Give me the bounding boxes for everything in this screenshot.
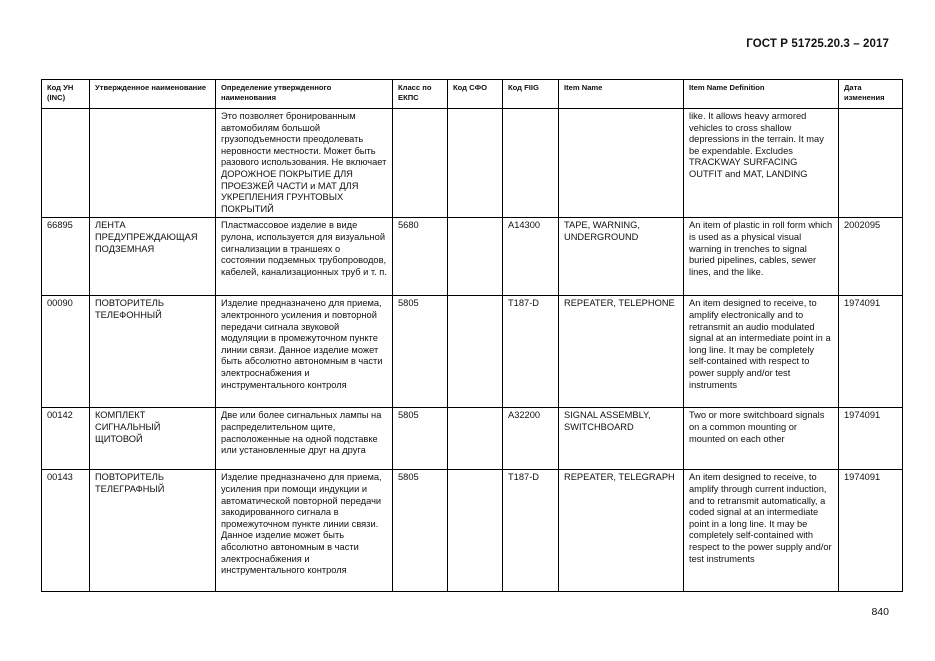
cell-ekps-class: 5680 <box>393 218 448 296</box>
cell-sfo-code <box>448 109 503 218</box>
cell-sfo-code <box>448 296 503 408</box>
cell-item-name: REPEATER, TELEGRAPH <box>559 470 684 592</box>
cell-fiig-code: T187-D <box>503 470 559 592</box>
table-header-row <box>42 80 903 109</box>
table-row <box>42 218 903 296</box>
cell-change-date: 1974091 <box>839 296 903 408</box>
cell-fiig-code: T187-D <box>503 296 559 408</box>
cell-definition: Две или более сигнальных лампы на распределительном щите, расположенные на одной подставке или установленные друг на друга <box>216 408 393 470</box>
cell-item-name: TAPE, WARNING, UNDERGROUND <box>559 218 684 296</box>
cell-approved-name: ПОВТОРИТЕЛЬ ТЕЛЕФОННЫЙ <box>90 296 216 408</box>
cell-definition: Изделие предназначено для приема, усиления при помощи индукции и автоматической повторной передачи закодированного сигнала в промежуточном пункте линии связи. Данное изделие может быть абсолютно автономным в части электроснабжения и инструментального контроля <box>216 470 393 592</box>
table-row <box>42 408 903 470</box>
page-number: 840 <box>871 606 889 618</box>
col-header-ekps-class: Класс по ЕКПС <box>393 80 448 109</box>
cell-fiig-code: A14300 <box>503 218 559 296</box>
cell-ekps-class: 5805 <box>393 470 448 592</box>
cell-inc <box>42 109 90 218</box>
cell-approved-name: ЛЕНТА ПРЕДУПРЕЖДАЮЩАЯ ПОДЗЕМНАЯ <box>90 218 216 296</box>
document-header: ГОСТ Р 51725.20.3 – 2017 <box>746 38 889 50</box>
cell-approved-name <box>90 109 216 218</box>
table-row <box>42 470 903 592</box>
cell-ekps-class <box>393 109 448 218</box>
cell-change-date: 1974091 <box>839 470 903 592</box>
col-header-change-date: Дата изменения <box>839 80 903 109</box>
col-header-inc: Код УН (INC) <box>42 80 90 109</box>
cell-item-name-definition: Two or more switchboard signals on a common mounting or mounted on each other <box>684 408 839 470</box>
cell-item-name-definition: An item designed to receive, to amplify through current induction, and to retransmit automatically, a coded signal at an intermediate point in a long line. It may be completely self-contained with respect to the power supply and/or test instruments <box>684 470 839 592</box>
cell-change-date: 2002095 <box>839 218 903 296</box>
cell-item-name: SIGNAL ASSEMBLY, SWITCHBOARD <box>559 408 684 470</box>
cell-inc: 66895 <box>42 218 90 296</box>
cell-item-name-definition: An item designed to receive, to amplify electronically and to retransmit an audio modulated signal at an intermediate point in a long line. It may be completely self-contained with respect to power supply and/or test instruments <box>684 296 839 408</box>
table-row <box>42 109 903 218</box>
cell-item-name <box>559 109 684 218</box>
table-row <box>42 296 903 408</box>
cell-fiig-code <box>503 109 559 218</box>
cell-item-name-definition: like. It allows heavy armored vehicles to cross shallow depressions in the terrain. It may be expendable. Excludes TRACKWAY SURFACING OUTFIT and MAT, LANDING <box>684 109 839 218</box>
cell-inc: 00143 <box>42 470 90 592</box>
cell-sfo-code <box>448 408 503 470</box>
col-header-definition: Определение утвержденного наименования <box>216 80 393 109</box>
col-header-item-name-definition: Item Name Definition <box>684 80 839 109</box>
cell-change-date: 1974091 <box>839 408 903 470</box>
cell-inc: 00090 <box>42 296 90 408</box>
col-header-approved-name: Утвержденное наименование <box>90 80 216 109</box>
cell-sfo-code <box>448 470 503 592</box>
cell-sfo-code <box>448 218 503 296</box>
col-header-sfo-code: Код СФО <box>448 80 503 109</box>
cell-item-name: REPEATER, TELEPHONE <box>559 296 684 408</box>
cell-definition: Изделие предназначено для приема, электронного усиления и повторной передачи сигнала звуковой модуляции в промежуточном пункте линии связи. Данное изделие может быть абсолютно автономным в части электроснабжения и инструментального контроля <box>216 296 393 408</box>
cell-change-date <box>839 109 903 218</box>
cell-definition: Пластмассовое изделие в виде рулона, используется для визуальной сигнализации в траншеях о состоянии подземных трубопроводов, кабелей, канализационных труб и т. п. <box>216 218 393 296</box>
cell-definition: Это позволяет бронированным автомобилям большой грузоподъемности преодолевать неровности местности. Может быть разового использования. Не включает ДОРОЖНОЕ ПОКРЫТИЕ ДЛЯ ПРОЕЗЖЕЙ ЧАСТИ и МАТ ДЛЯ УКРЕПЛЕНИЯ ГРУНТОВЫХ ПОКРЫТИЙ <box>216 109 393 218</box>
cell-item-name-definition: An item of plastic in roll form which is used as a physical visual warning in trenches to signal buried pipelines, cables, sewer lines, and the like. <box>684 218 839 296</box>
cell-ekps-class: 5805 <box>393 296 448 408</box>
cell-approved-name: ПОВТОРИТЕЛЬ ТЕЛЕГРАФНЫЙ <box>90 470 216 592</box>
col-header-item-name: Item Name <box>559 80 684 109</box>
cell-inc: 00142 <box>42 408 90 470</box>
catalog-table <box>41 79 903 592</box>
cell-fiig-code: A32200 <box>503 408 559 470</box>
cell-approved-name: КОМПЛЕКТ СИГНАЛЬНЫЙ ЩИТОВОЙ <box>90 408 216 470</box>
col-header-fiig-code: Код FIIG <box>503 80 559 109</box>
cell-ekps-class: 5805 <box>393 408 448 470</box>
